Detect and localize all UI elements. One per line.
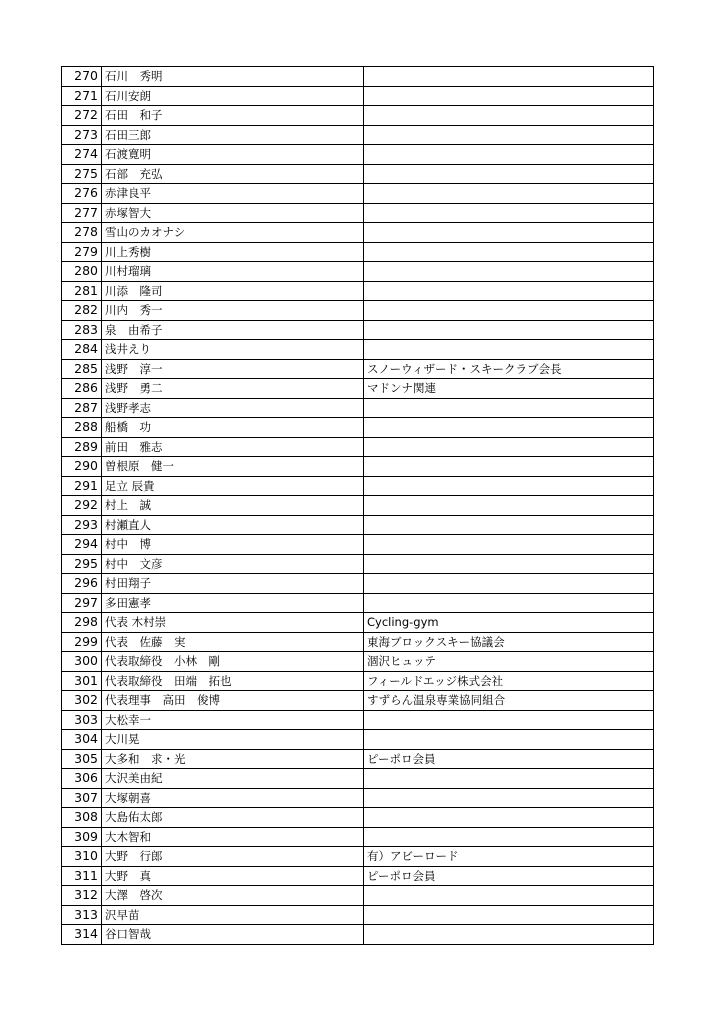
row-name: 大野 行郎 xyxy=(102,847,364,867)
row-number: 309 xyxy=(62,827,102,847)
row-name: 石川 秀明 xyxy=(102,67,364,87)
row-number: 285 xyxy=(62,359,102,379)
row-note xyxy=(364,730,654,750)
row-name: 赤塚智大 xyxy=(102,203,364,223)
row-name: 村瀬直人 xyxy=(102,515,364,535)
table-row xyxy=(62,593,654,613)
row-number: 278 xyxy=(62,223,102,243)
row-number: 273 xyxy=(62,125,102,145)
table-row xyxy=(62,67,654,87)
row-note: 涸沢ヒュッテ xyxy=(364,652,654,672)
row-name: 大木智和 xyxy=(102,827,364,847)
row-note xyxy=(364,301,654,321)
row-note xyxy=(364,86,654,106)
row-note: 東海ブロックスキー協議会 xyxy=(364,632,654,652)
table-row xyxy=(62,437,654,457)
row-note xyxy=(364,340,654,360)
row-note xyxy=(364,808,654,828)
row-name: 大島佑太郎 xyxy=(102,808,364,828)
row-number: 308 xyxy=(62,808,102,828)
row-note: マドンナ関連 xyxy=(364,379,654,399)
table-row xyxy=(62,710,654,730)
table-row xyxy=(62,574,654,594)
row-name: 大塚朝喜 xyxy=(102,788,364,808)
row-number: 293 xyxy=(62,515,102,535)
row-note: 有）アビーロード xyxy=(364,847,654,867)
table-row xyxy=(62,262,654,282)
row-note xyxy=(364,827,654,847)
row-name: 船橋 功 xyxy=(102,418,364,438)
row-note xyxy=(364,886,654,906)
row-note xyxy=(364,710,654,730)
row-name: 村田翔子 xyxy=(102,574,364,594)
row-note xyxy=(364,242,654,262)
row-name: 足立 辰貴 xyxy=(102,476,364,496)
row-number: 290 xyxy=(62,457,102,477)
row-note xyxy=(364,145,654,165)
row-number: 304 xyxy=(62,730,102,750)
row-note xyxy=(364,457,654,477)
row-name: 沢早苗 xyxy=(102,905,364,925)
row-note xyxy=(364,67,654,87)
row-number: 314 xyxy=(62,925,102,945)
row-note xyxy=(364,164,654,184)
row-number: 272 xyxy=(62,106,102,126)
table-row xyxy=(62,886,654,906)
row-number: 280 xyxy=(62,262,102,282)
table-row xyxy=(62,476,654,496)
table-row xyxy=(62,905,654,925)
row-note xyxy=(364,515,654,535)
row-number: 277 xyxy=(62,203,102,223)
table-row xyxy=(62,730,654,750)
row-note: Cycling-gym xyxy=(364,613,654,633)
table-row xyxy=(62,847,654,867)
row-name: 浅井えり xyxy=(102,340,364,360)
row-number: 297 xyxy=(62,593,102,613)
table-row xyxy=(62,691,654,711)
row-number: 291 xyxy=(62,476,102,496)
table-row xyxy=(62,827,654,847)
row-number: 286 xyxy=(62,379,102,399)
row-note: ピーポロ会員 xyxy=(364,866,654,886)
row-name: 石部 充弘 xyxy=(102,164,364,184)
row-name: 代表 佐藤 実 xyxy=(102,632,364,652)
row-number: 294 xyxy=(62,535,102,555)
row-name: 村上 誠 xyxy=(102,496,364,516)
row-name: 村中 文彦 xyxy=(102,554,364,574)
table-row xyxy=(62,106,654,126)
row-note xyxy=(364,554,654,574)
name-list-sheet xyxy=(61,66,653,945)
row-number: 282 xyxy=(62,301,102,321)
row-number: 313 xyxy=(62,905,102,925)
table-row xyxy=(62,496,654,516)
table-row xyxy=(62,359,654,379)
name-list-table xyxy=(61,66,654,945)
row-note xyxy=(364,574,654,594)
row-number: 306 xyxy=(62,769,102,789)
row-name: 前田 雅志 xyxy=(102,437,364,457)
row-number: 276 xyxy=(62,184,102,204)
row-note: スノーウィザード・スキークラブ会長 xyxy=(364,359,654,379)
row-note xyxy=(364,476,654,496)
row-number: 274 xyxy=(62,145,102,165)
row-name: 大川晃 xyxy=(102,730,364,750)
row-name: 曽根原 健一 xyxy=(102,457,364,477)
row-name: 多田憲孝 xyxy=(102,593,364,613)
table-row xyxy=(62,86,654,106)
row-name: 大松幸一 xyxy=(102,710,364,730)
row-name: 村中 博 xyxy=(102,535,364,555)
row-note xyxy=(364,535,654,555)
table-row xyxy=(62,164,654,184)
row-name: 浅野 勇二 xyxy=(102,379,364,399)
row-name: 浅野孝志 xyxy=(102,398,364,418)
row-note xyxy=(364,398,654,418)
row-number: 288 xyxy=(62,418,102,438)
row-name: 川内 秀一 xyxy=(102,301,364,321)
row-note xyxy=(364,496,654,516)
row-name: 谷口智哉 xyxy=(102,925,364,945)
table-row xyxy=(62,203,654,223)
row-number: 289 xyxy=(62,437,102,457)
row-number: 270 xyxy=(62,67,102,87)
row-name: 石川安朗 xyxy=(102,86,364,106)
row-number: 284 xyxy=(62,340,102,360)
row-note xyxy=(364,418,654,438)
row-name: 代表取締役 小林 剛 xyxy=(102,652,364,672)
row-number: 305 xyxy=(62,749,102,769)
row-note xyxy=(364,223,654,243)
table-row xyxy=(62,769,654,789)
table-row xyxy=(62,808,654,828)
table-row xyxy=(62,671,654,691)
table-row xyxy=(62,788,654,808)
table-row xyxy=(62,652,654,672)
table-row xyxy=(62,184,654,204)
row-name: 赤津良平 xyxy=(102,184,364,204)
row-number: 299 xyxy=(62,632,102,652)
table-row xyxy=(62,125,654,145)
row-note xyxy=(364,593,654,613)
row-name: 浅野 淳一 xyxy=(102,359,364,379)
row-number: 301 xyxy=(62,671,102,691)
row-name: 大多和 求・光 xyxy=(102,749,364,769)
row-note xyxy=(364,184,654,204)
row-note xyxy=(364,320,654,340)
table-row xyxy=(62,340,654,360)
row-number: 307 xyxy=(62,788,102,808)
row-note xyxy=(364,262,654,282)
table-row xyxy=(62,925,654,945)
row-note xyxy=(364,769,654,789)
row-name: 大澤 啓次 xyxy=(102,886,364,906)
row-note xyxy=(364,437,654,457)
row-note xyxy=(364,281,654,301)
row-number: 302 xyxy=(62,691,102,711)
row-note xyxy=(364,905,654,925)
row-name: 川上秀樹 xyxy=(102,242,364,262)
row-number: 287 xyxy=(62,398,102,418)
row-note xyxy=(364,788,654,808)
table-row xyxy=(62,554,654,574)
row-number: 310 xyxy=(62,847,102,867)
row-number: 296 xyxy=(62,574,102,594)
row-number: 312 xyxy=(62,886,102,906)
row-name: 川添 隆司 xyxy=(102,281,364,301)
row-number: 283 xyxy=(62,320,102,340)
row-name: 泉 由希子 xyxy=(102,320,364,340)
row-name: 代表 木村崇 xyxy=(102,613,364,633)
row-note: ピーポロ会員 xyxy=(364,749,654,769)
table-row xyxy=(62,515,654,535)
table-row xyxy=(62,398,654,418)
row-name: 石田三郎 xyxy=(102,125,364,145)
row-note xyxy=(364,925,654,945)
row-name: 代表理事 高田 俊博 xyxy=(102,691,364,711)
row-note: すずらん温泉専業協同組合 xyxy=(364,691,654,711)
row-note: フィールドエッジ株式会社 xyxy=(364,671,654,691)
table-row xyxy=(62,145,654,165)
row-note xyxy=(364,106,654,126)
row-note xyxy=(364,203,654,223)
row-number: 292 xyxy=(62,496,102,516)
row-name: 雪山のカオナシ xyxy=(102,223,364,243)
table-row xyxy=(62,301,654,321)
row-name: 石渡寛明 xyxy=(102,145,364,165)
row-number: 303 xyxy=(62,710,102,730)
row-number: 271 xyxy=(62,86,102,106)
row-number: 281 xyxy=(62,281,102,301)
row-number: 275 xyxy=(62,164,102,184)
row-note xyxy=(364,125,654,145)
table-row xyxy=(62,632,654,652)
table-row xyxy=(62,379,654,399)
row-name: 川村瑠璃 xyxy=(102,262,364,282)
row-name: 石田 和子 xyxy=(102,106,364,126)
table-row xyxy=(62,418,654,438)
row-number: 298 xyxy=(62,613,102,633)
table-row xyxy=(62,457,654,477)
table-row xyxy=(62,749,654,769)
name-list-body xyxy=(62,67,654,945)
table-row xyxy=(62,223,654,243)
row-name: 大野 真 xyxy=(102,866,364,886)
row-name: 代表取締役 田端 拓也 xyxy=(102,671,364,691)
table-row xyxy=(62,613,654,633)
row-number: 300 xyxy=(62,652,102,672)
table-row xyxy=(62,866,654,886)
row-number: 311 xyxy=(62,866,102,886)
row-name: 大沢美由紀 xyxy=(102,769,364,789)
table-row xyxy=(62,281,654,301)
row-number: 295 xyxy=(62,554,102,574)
table-row xyxy=(62,320,654,340)
row-number: 279 xyxy=(62,242,102,262)
table-row xyxy=(62,242,654,262)
table-row xyxy=(62,535,654,555)
